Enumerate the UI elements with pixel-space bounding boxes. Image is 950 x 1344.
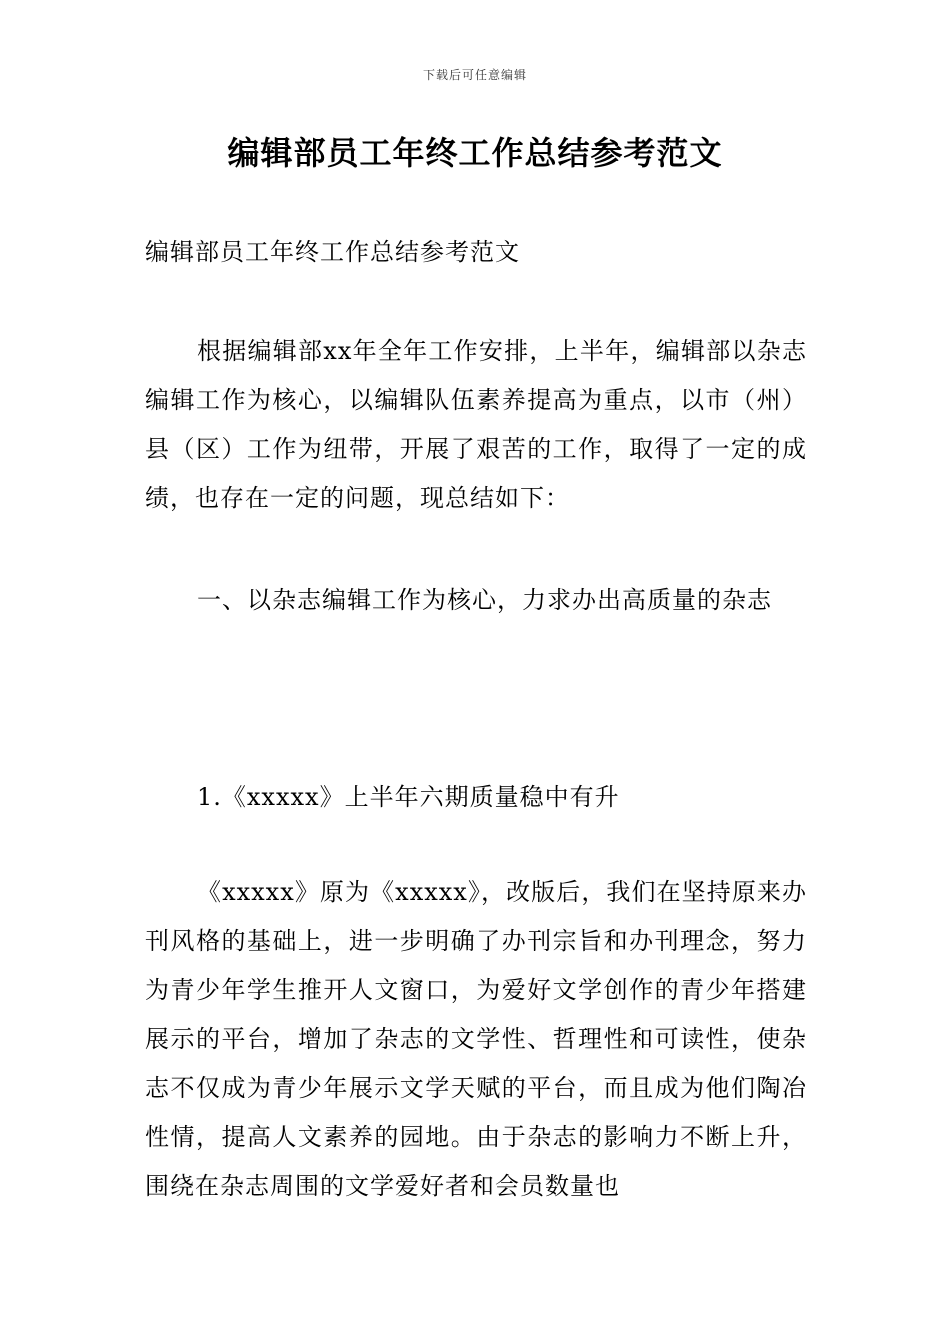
document-subtitle: 编辑部员工年终工作总结参考范文 <box>145 238 520 266</box>
section-heading: 一、以杂志编辑工作为核心，力求办出高质量的杂志 <box>197 586 772 614</box>
body-paragraph: 《xxxxx》原为《xxxxx》，改版后，我们在坚持原来办刊风格的基础上，进一步明确了办刊宗旨和办刊理念，努力为青少年学生推开人文窗口，为爱好文学创作的青少年搭建展示的平台，增加了杂志的文学性、哲理性和可读性，使杂志不仅成为青少年展示文学天赋的平台，而且成为他们陶冶性情，提高人文素养的园地。由于杂志的影响力不断上升，围绕在杂志周围的文学爱好者和会员数量也 <box>145 878 807 1200</box>
header-note: 下载后可任意编辑 <box>422 68 527 82</box>
intro-paragraph: 根据编辑部xx年全年工作安排，上半年，编辑部以杂志编辑工作为核心，以编辑队伍素养提高为重点，以市（州）县（区）工作为纽带，开展了艰苦的工作，取得了一定的成绩，也存在一定的问题，现总结如下： <box>145 337 807 512</box>
document-title: 编辑部员工年终工作总结参考范文 <box>227 134 723 172</box>
subsection-heading: 1.《xxxxx》上半年六期质量稳中有升 <box>197 783 620 811</box>
